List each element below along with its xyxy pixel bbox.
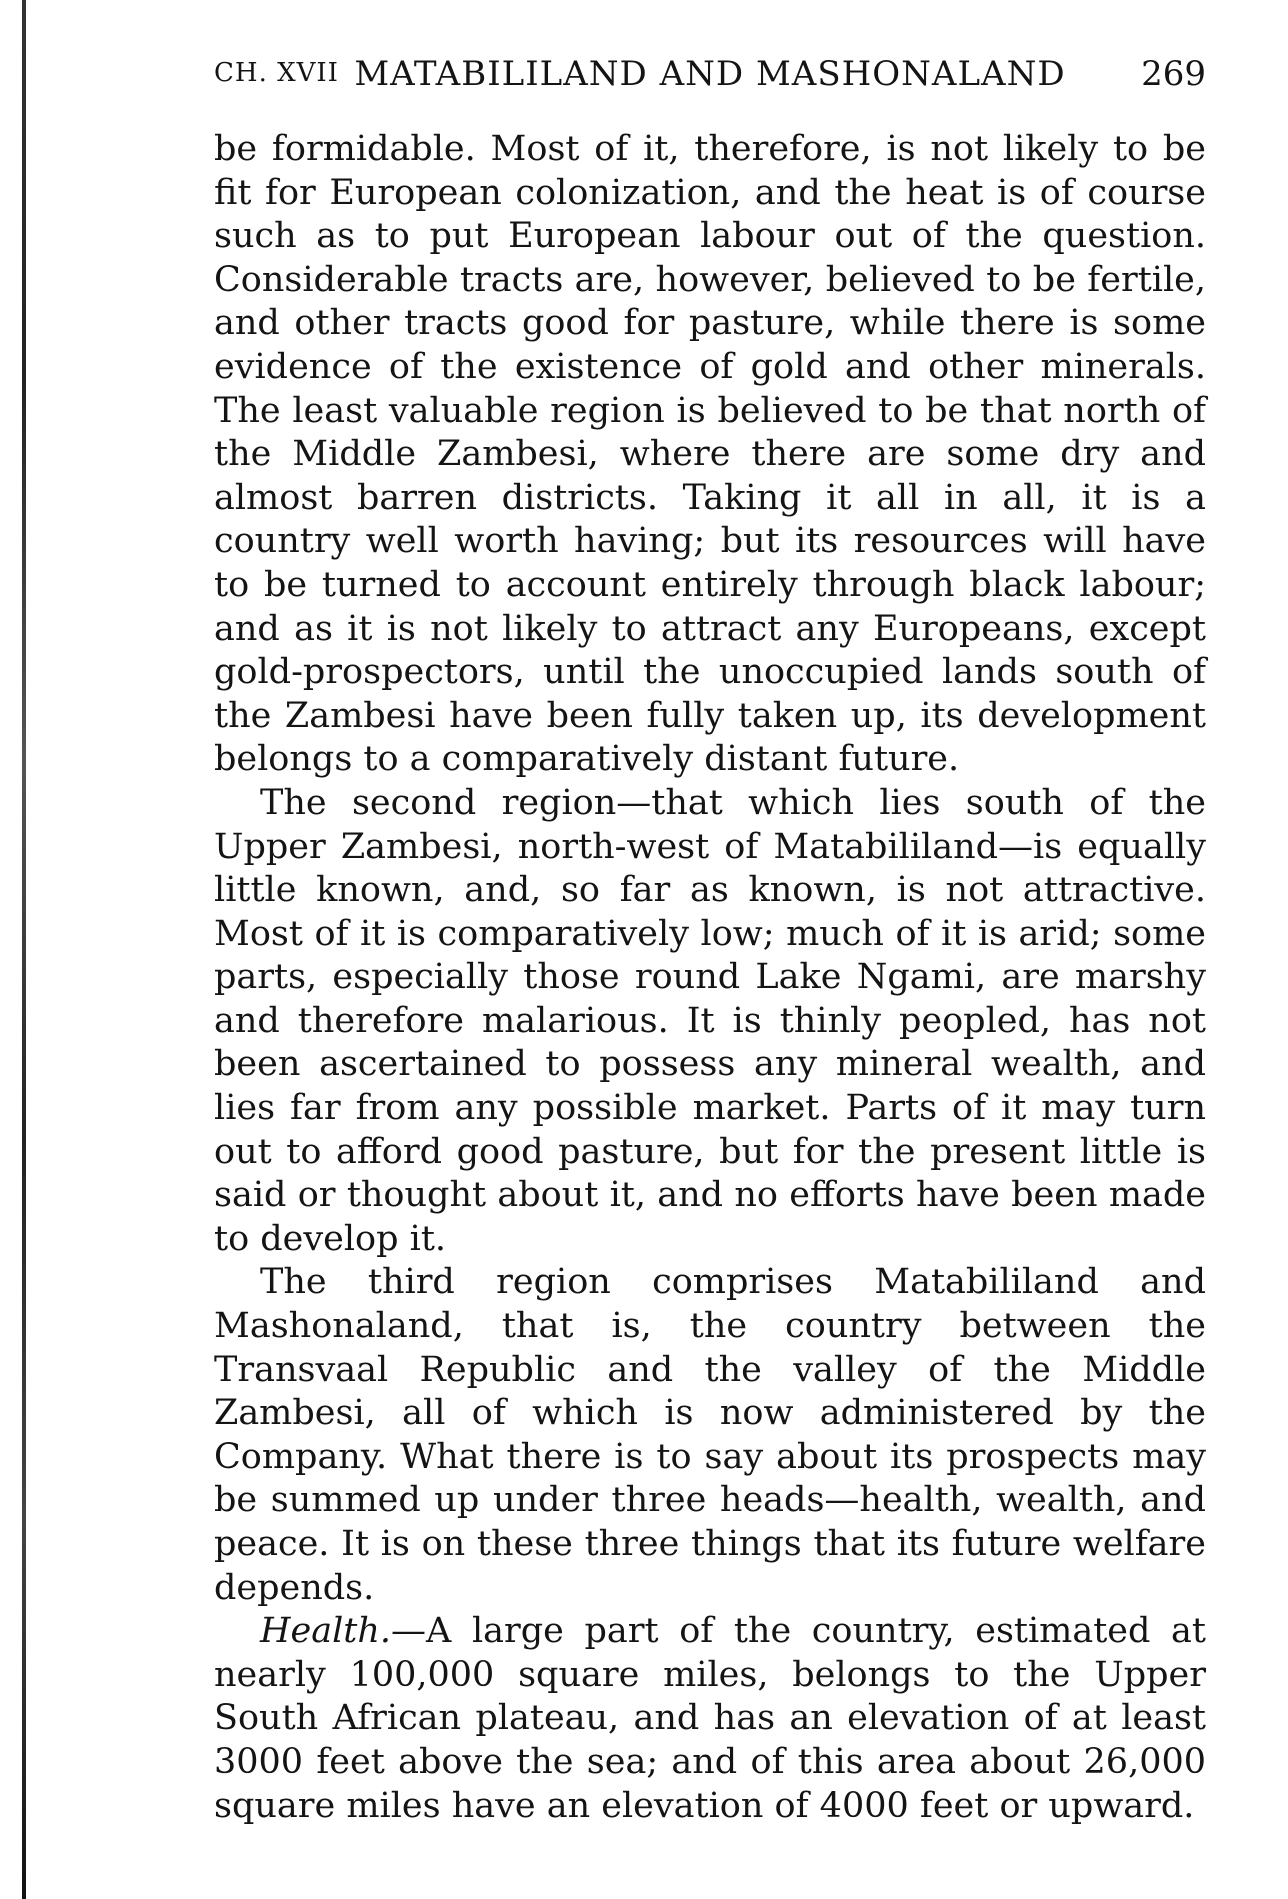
paragraph-4-text: —A large part of the country, estimated at nearly 100,000 square miles, belongs to the Upper South African plateau, and has an elevation of at least 3000 feet above the sea; and of this area about 26,000 square miles have an elevation of 4000 feet or upward. [214, 1611, 1206, 1826]
paragraph-2 [214, 782, 1206, 1262]
paragraph-1-text: be formidable. Most of it, therefore, is not likely to be fit for European colonization, and the heat is of course such as to put European labour out of the question. Considerable tracts are, however, believed to be fertile, and other tracts good for pasture, while there is some evidence of the existence of gold and other minerals. The least valuable region is believed to be that north of the Middle Zambesi, where there are some dry and almost barren districts. Taking it all in all, it is a country well worth having; but its resources will have to be turned to account entirely through black labour; and as it is not likely to attract any Europeans, except gold-prospectors, until the unoccupied lands south of the Zambesi have been fully taken up, its development belongs to a comparatively distant future. [214, 129, 1206, 780]
paragraph-2-text: The second region—that which lies south of the Upper Zambesi, north-west of Matabililand—is equally little known, and, so far as known, is not attractive. Most of it is comparatively low; much of it is arid; some parts, especially those round Lake Ngami, are marshy and therefore malarious. It is thinly peopled, has not been ascertained to possess any mineral wealth, and lies far from any possible market. Parts of it may turn out to afford good pasture, but for the present little is said or thought about it, and no efforts have been made to develop it. [214, 782, 1206, 1259]
page-number: 269 [1141, 54, 1206, 94]
running-header [214, 46, 1206, 96]
section-heading-health: Health. [260, 1611, 392, 1652]
body-text [214, 128, 1206, 1828]
paragraph-3-text: The third region comprises Matabililand and Mashonaland, that is, the country between the Transvaal Republic and the valley of the Middle Zambesi, all of which is now administered by the Company. What there is to say about its prospects may be summed up under three heads—health, wealth, and peace. It is on these three things that its future welfare depends. [214, 1262, 1206, 1608]
paragraph-1 [214, 128, 1206, 782]
page-binding-edge [22, 0, 26, 1899]
chapter-label: CH. XVII [214, 58, 339, 88]
paragraph-4 [214, 1610, 1206, 1828]
running-title: MATABILILAND AND MASHONALAND [354, 54, 1066, 94]
paragraph-3 [214, 1261, 1206, 1610]
